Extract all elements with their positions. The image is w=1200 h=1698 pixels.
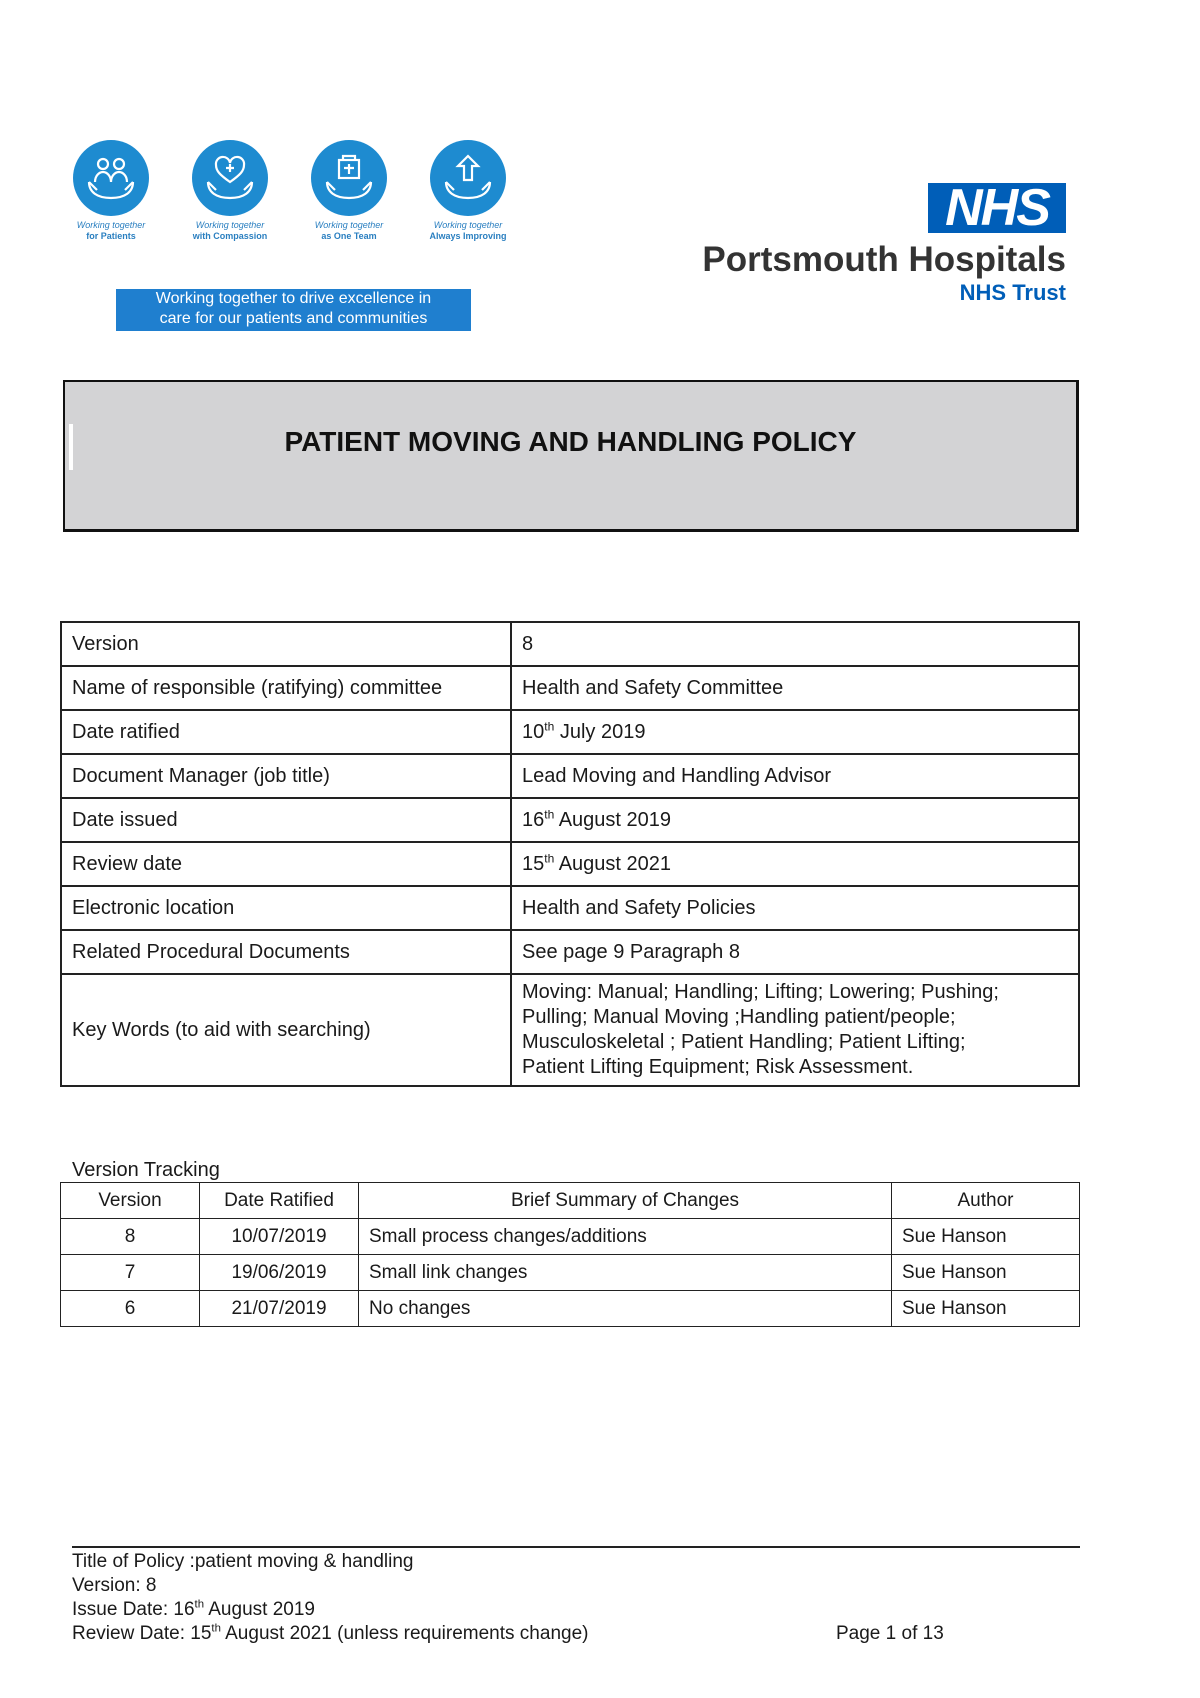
table-row	[61, 754, 1079, 798]
organisation-subtitle: NHS Trust	[959, 280, 1066, 305]
footer-rule	[72, 1546, 1080, 1548]
info-value: 16th August 2019	[511, 798, 1079, 842]
tagline-line: care for our patients and communities	[159, 310, 428, 327]
table-row	[61, 930, 1079, 974]
value-badge-compassion	[180, 140, 280, 242]
table-cell: 7	[61, 1255, 200, 1291]
footer-version: Version: 8	[72, 1575, 157, 1596]
info-value: 15th August 2021	[511, 842, 1079, 886]
footer-page-number: Page 1 of 13	[836, 1623, 944, 1644]
column-header: Author	[892, 1183, 1080, 1219]
value-badge-improving	[418, 140, 518, 242]
table-cell: Small process changes/additions	[359, 1219, 892, 1255]
hands-people-icon	[73, 140, 149, 216]
hands-arrow-icon	[430, 140, 506, 216]
info-label: Related Procedural Documents	[61, 930, 511, 974]
info-value: Health and Safety Policies	[511, 886, 1079, 930]
organisation-name: Portsmouth Hospitals	[702, 240, 1066, 279]
document-info-table	[60, 621, 1080, 1087]
info-value: Health and Safety Committee	[511, 666, 1079, 710]
footer-issue-date: Issue Date: 16th August 2019	[72, 1598, 315, 1620]
document-title: PATIENT MOVING AND HANDLING POLICY	[284, 426, 857, 457]
table-cell: Small link changes	[359, 1255, 892, 1291]
footer-review-date: Review Date: 15th August 2021 (unless requirements change)	[72, 1622, 589, 1644]
table-cell: No changes	[359, 1291, 892, 1327]
version-tracking-label: Version Tracking	[72, 1159, 220, 1181]
table-header-row	[61, 1183, 1080, 1219]
table-row	[61, 1255, 1080, 1291]
value-caption: Working together as One Team	[314, 220, 384, 241]
hands-heart-icon	[192, 140, 268, 216]
table-cell: Sue Hanson	[892, 1219, 1080, 1255]
value-caption: Working together with Compassion	[192, 220, 268, 241]
tagline-banner	[116, 289, 471, 331]
table-row	[61, 1219, 1080, 1255]
info-label: Review date	[61, 842, 511, 886]
value-badge-team	[299, 140, 399, 242]
info-label: Key Words (to aid with searching)	[61, 974, 511, 1086]
table-row	[61, 710, 1079, 754]
info-label: Electronic location	[61, 886, 511, 930]
table-row	[61, 666, 1079, 710]
table-cell: 8	[61, 1219, 200, 1255]
table-row	[61, 886, 1079, 930]
info-value: See page 9 Paragraph 8	[511, 930, 1079, 974]
table-cell: 19/06/2019	[200, 1255, 359, 1291]
column-header: Date Ratified	[200, 1183, 359, 1219]
table-row	[61, 798, 1079, 842]
table-row	[61, 842, 1079, 886]
footer-policy-title: Title of Policy :patient moving & handling	[72, 1551, 414, 1572]
table-row	[61, 974, 1079, 1086]
info-value-keywords: Moving: Manual; Handling; Lifting; Lowering; Pushing; Pulling; Manual Moving ;Handling patient/people; Musculoskeletal ; Patient Handling; Patient Lifting; Patient Lifting Equipment; Risk Assessment.	[511, 974, 1079, 1086]
title-box	[63, 380, 1079, 532]
table-row	[61, 1291, 1080, 1327]
version-tracking-table	[60, 1182, 1080, 1327]
table-cell: 10/07/2019	[200, 1219, 359, 1255]
value-badge-patients	[61, 140, 161, 242]
table-cell: 6	[61, 1291, 200, 1327]
info-label: Date ratified	[61, 710, 511, 754]
info-label: Date issued	[61, 798, 511, 842]
info-label: Name of responsible (ratifying) committee	[61, 666, 511, 710]
nhs-logo: NHS	[928, 183, 1066, 233]
column-header: Version	[61, 1183, 200, 1219]
hands-team-icon	[311, 140, 387, 216]
table-cell: Sue Hanson	[892, 1255, 1080, 1291]
info-value: 10th July 2019	[511, 710, 1079, 754]
column-header: Brief Summary of Changes	[359, 1183, 892, 1219]
tagline-line: Working together to drive excellence in	[155, 290, 432, 307]
table-row	[61, 622, 1079, 666]
info-value: Lead Moving and Handling Advisor	[511, 754, 1079, 798]
table-cell: 21/07/2019	[200, 1291, 359, 1327]
value-caption: Working together for Patients	[76, 220, 146, 241]
table-cell: Sue Hanson	[892, 1291, 1080, 1327]
info-value: 8	[511, 622, 1079, 666]
info-label: Document Manager (job title)	[61, 754, 511, 798]
info-label: Version	[61, 622, 511, 666]
value-caption: Working together Always Improving	[429, 220, 507, 241]
